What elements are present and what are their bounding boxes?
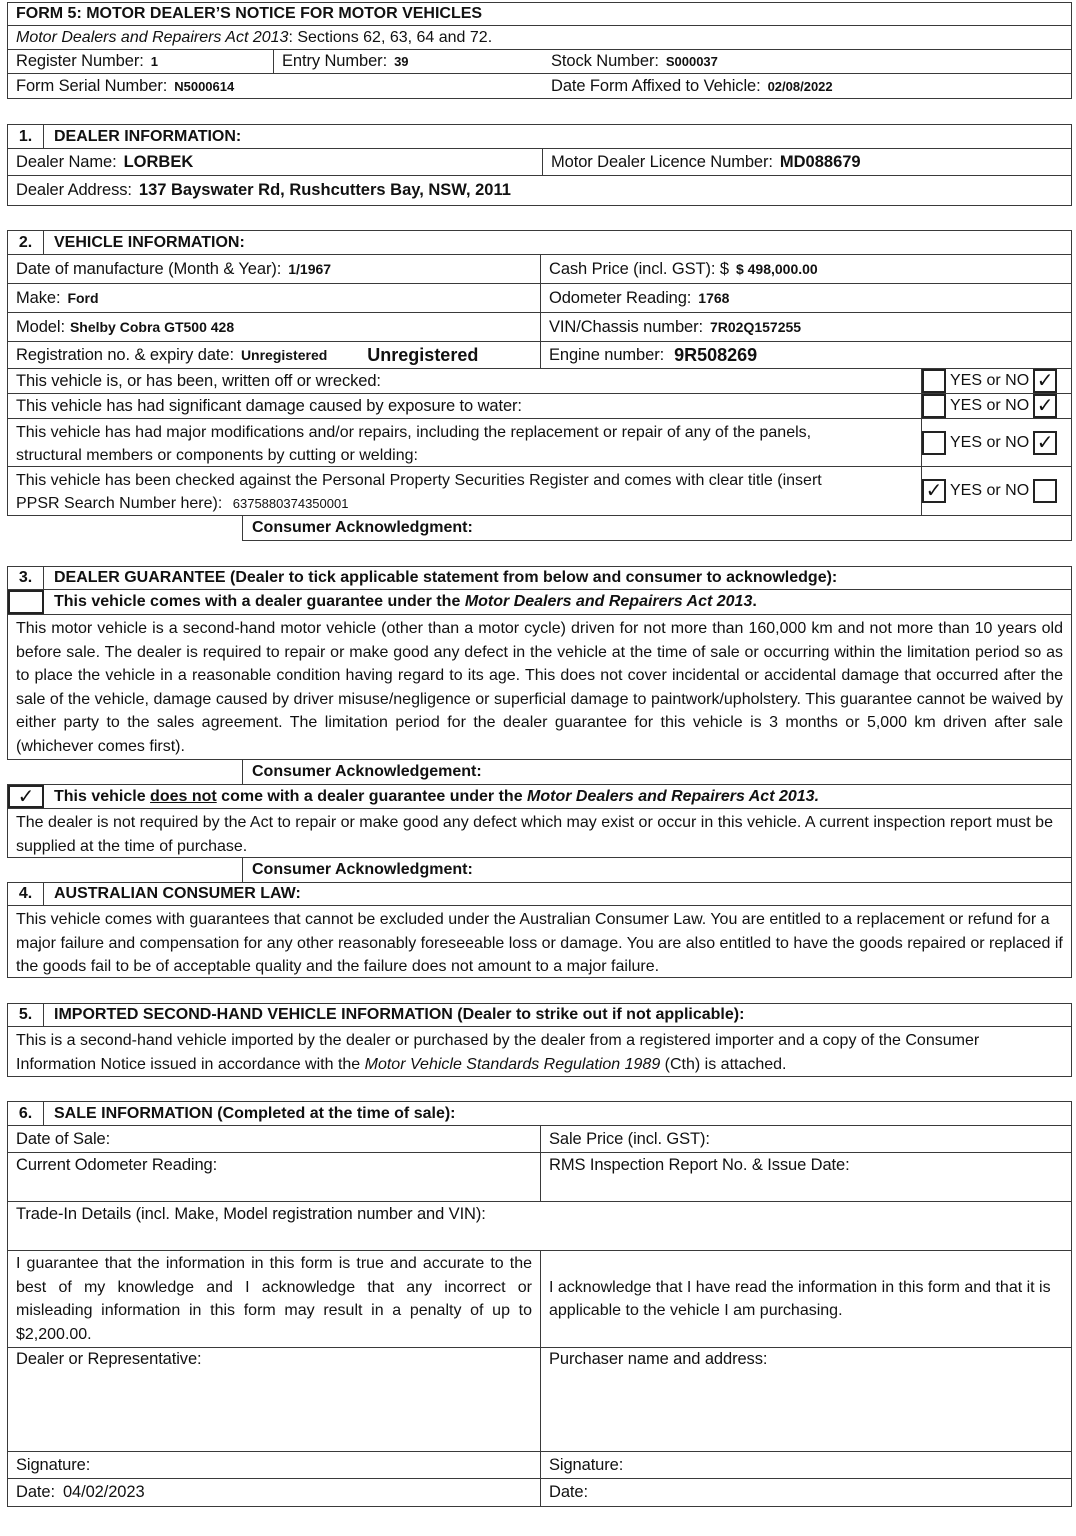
current-odometer-label[interactable]: Current Odometer Reading: [16, 1156, 218, 1174]
make-row [7, 284, 1072, 313]
dealer-date-label: Date: [16, 1483, 55, 1501]
guarantee-option-1-checkbox[interactable] [8, 590, 44, 614]
option-2-act: Motor Dealers and Repairers Act 2013. [527, 787, 820, 805]
purchaser-statement [541, 1251, 1071, 1347]
question-modifications [7, 419, 1072, 467]
signature-row [7, 1452, 1072, 1479]
yes-or-no-label: YES or NO [950, 372, 1030, 389]
entry-number-value[interactable]: 39 [394, 54, 409, 69]
option-1-period: . [752, 593, 757, 610]
imported-vehicle-text [8, 1027, 1071, 1076]
section-3-title: DEALER GUARANTEE (Dealer to tick applicable statement from below and consumer to acknowledge): [54, 569, 838, 586]
register-row [7, 50, 1072, 74]
engine-number-label: Engine number: [549, 345, 665, 364]
registration-row [7, 342, 1072, 369]
option-2-does-not: does not [150, 787, 217, 805]
section-5-title: IMPORTED SECOND-HAND VEHICLE INFORMATION (Dealer to strike out if not applicable): [54, 1006, 745, 1023]
option-2-text-mid: come with a dealer guarantee under the [221, 787, 523, 805]
licence-number-value[interactable]: MD088679 [779, 152, 861, 171]
consumer-ack-label[interactable]: Consumer Acknowledgment: [252, 519, 473, 536]
purchaser-date-label[interactable]: Date: [549, 1483, 588, 1501]
date-affixed-label: Date Form Affixed to Vehicle: [551, 76, 761, 95]
consumer-ack-label[interactable]: Consumer Acknowledgment: [252, 861, 473, 878]
entry-number-label: Entry Number: [282, 52, 388, 70]
cash-price-label: Cash Price (incl. GST): $ [549, 259, 729, 278]
question-water-damage [7, 394, 1072, 419]
register-number-label: Register Number: [16, 52, 144, 70]
engine-number-value[interactable]: 9R508269 [674, 344, 758, 365]
odometer-value[interactable]: 1768 [698, 290, 730, 306]
registration-label: Registration no. & expiry date: [16, 345, 234, 364]
trade-in-row [7, 1202, 1072, 1251]
dealer-representative-label[interactable]: Dealer or Representative: [16, 1350, 202, 1368]
form-title: FORM 5: MOTOR DEALER’S NOTICE FOR MOTOR VEHICLES [16, 5, 483, 22]
yes-checkbox[interactable] [922, 394, 946, 418]
odometer-rms-row [7, 1153, 1072, 1202]
section-6-title: SALE INFORMATION (Completed at the time of sale): [54, 1104, 456, 1122]
guarantee-option-1-text: This motor vehicle is a second-hand motor vehicle (other than a motor cycle) driven for not more than 160,000 km and not more than 10 years old before sale. The dealer is required to repair or make good any defect in the vehicle at the time of sale or occurring within the limitation period so as to place the vehicle in a reasonable condition having regard to its age. This does not cover incidental or accidental damage that occurred after the sale of the vehicle, damage caused by driver misuse/negligence or superficial damage to paintwork/upholstery. This guarantee cannot be waived by either party to the sales agreement. The limitation period for the dealer guarantee for this vehicle is 3 months or 5,000 km driven after sale (whichever comes first). [16, 620, 1063, 755]
yes-no-group [921, 369, 1071, 393]
section-2-header [7, 230, 1072, 255]
act-name: Motor Dealers and Repairers Act 2013 [16, 28, 289, 46]
guarantee-option-2-title [44, 785, 1071, 808]
imported-text-post: (Cth) is attached. [660, 1055, 787, 1073]
question-text-line-2: PPSR Search Number here): [16, 495, 223, 512]
section-3-header [7, 566, 1072, 590]
cash-price-value[interactable]: $ 498,000.00 [735, 261, 818, 277]
date-row [7, 1479, 1072, 1507]
consumer-ack-row [7, 516, 1072, 541]
section-4-header [7, 882, 1072, 906]
question-text: This vehicle has had significant damage caused by exposure to water: [16, 396, 522, 415]
yes-or-no-label: YES or NO [950, 397, 1030, 414]
yes-or-no-label: YES or NO [950, 433, 1030, 451]
option-2-text: This vehicle [54, 787, 146, 805]
act-row [7, 26, 1072, 50]
form-title-row [7, 2, 1072, 26]
section-1-title: DEALER INFORMATION: [54, 127, 242, 145]
statements-row [7, 1251, 1072, 1348]
dealer-name-value[interactable]: LORBEK [123, 152, 194, 171]
section-2-title: VEHICLE INFORMATION: [54, 233, 245, 251]
ppsr-search-number[interactable]: 6375880374350001 [232, 496, 349, 511]
guarantee-option-1 [7, 590, 1072, 615]
option-2-ack-row [7, 858, 1072, 882]
imported-text-pre: This is a second-hand vehicle imported by the dealer or purchased by the dealer from a registered importer and a copy of the Consumer Information Notice issued in accordance with the [16, 1032, 980, 1073]
no-checkbox[interactable]: ✓ [1033, 369, 1057, 393]
vin-value[interactable]: 7R02Q157255 [710, 319, 802, 335]
question-text-line-2: structural members or components by cutting or welding: [16, 447, 418, 464]
dealer-name-label: Dealer Name: [16, 152, 117, 171]
odometer-label: Odometer Reading: [549, 288, 692, 307]
guarantee-option-2-body [7, 809, 1072, 858]
section-5-body [7, 1027, 1072, 1077]
yes-no-group [921, 467, 1071, 515]
section-6-number: 6. [8, 1102, 44, 1125]
section-5-number: 5. [8, 1004, 44, 1026]
guarantee-option-2-checkbox[interactable]: ✓ [8, 785, 44, 808]
register-number-value[interactable]: 1 [150, 54, 158, 69]
act-sections: : Sections 62, 63, 64 and 72. [288, 28, 493, 46]
section-6-header [7, 1101, 1072, 1126]
dealer-address-row [7, 176, 1072, 206]
dealer-statement: I guarantee that the information in this form is true and accurate to the best of my knowledge and I acknowledge that any incorrect or misleading information in this form may result in a penalty of up to $2,200.00. [8, 1251, 541, 1347]
no-checkbox[interactable]: ✓ [1033, 431, 1057, 455]
manufacture-date-value[interactable]: 1/1967 [288, 261, 332, 277]
licence-number-label: Motor Dealer Licence Number: [551, 152, 773, 171]
dealer-signature-label[interactable]: Signature: [16, 1455, 91, 1474]
section-4-number: 4. [8, 883, 44, 905]
representative-row [7, 1348, 1072, 1452]
yes-checkbox[interactable]: ✓ [922, 479, 946, 503]
no-checkbox[interactable]: ✓ [1033, 394, 1057, 418]
stock-number-label: Stock Number: [551, 52, 659, 70]
form-serial-value[interactable]: N5000614 [174, 78, 235, 94]
registration-value[interactable]: Unregistered [240, 347, 328, 363]
yes-or-no-label: YES or NO [950, 482, 1030, 499]
yes-no-group [921, 394, 1071, 418]
date-of-sale-row [7, 1126, 1072, 1153]
question-ppsr [7, 467, 1072, 516]
yes-no-group [921, 419, 1071, 466]
yes-checkbox[interactable] [922, 431, 946, 455]
section-3-number: 3. [8, 567, 44, 589]
registration-expiry-value[interactable]: Unregistered [367, 344, 479, 365]
yes-checkbox[interactable] [922, 369, 946, 393]
dealer-date-value[interactable]: 04/02/2023 [62, 1483, 145, 1501]
sale-price-label[interactable]: Sale Price (incl. GST): [549, 1129, 710, 1148]
regulation-name: Motor Vehicle Standards Regulation 1989 [364, 1055, 661, 1073]
date-of-sale-label[interactable]: Date of Sale: [16, 1129, 111, 1148]
option-1-act: Motor Dealers and Repairers Act 2013 [464, 593, 753, 610]
stock-number-value[interactable]: S000037 [665, 54, 718, 69]
guarantee-option-1-body [7, 615, 1072, 760]
dealer-address-value[interactable]: 137 Bayswater Rd, Rushcutters Bay, NSW, 2011 [138, 181, 511, 199]
section-4-title: AUSTRALIAN CONSUMER LAW: [54, 885, 301, 902]
model-row [7, 313, 1072, 342]
guarantee-option-1-title [44, 590, 1071, 614]
make-label: Make: [16, 288, 61, 307]
serial-row [7, 74, 1072, 99]
option-1-ack-row [7, 760, 1072, 784]
manufacture-date-label: Date of manufacture (Month & Year): [16, 259, 282, 278]
purchaser-statement-text: I acknowledge that I have read the information in this form and that it is applicable to the vehicle I am purchasing. [549, 1278, 1051, 1319]
no-checkbox[interactable] [1033, 479, 1057, 503]
section-1-number: 1. [8, 125, 44, 148]
consumer-law-text: This vehicle comes with guarantees that cannot be excluded under the Australian Consumer Law. You are entitled to a replacement or refund for a major failure and compensation for any other reasonably foreseeable loss or damage. You are also entitled to have the goods repaired or replaced if the goods fail to be of acceptable quality and the failure does not amount to a major failure. [16, 911, 1063, 975]
make-value[interactable]: Ford [67, 290, 99, 306]
trade-in-label[interactable]: Trade-In Details (incl. Make, Model registration number and VIN): [16, 1205, 486, 1223]
consumer-ack-label[interactable]: Consumer Acknowledgement: [252, 763, 482, 780]
model-label: Model: [16, 317, 65, 336]
purchaser-name-address-label[interactable]: Purchaser name and address: [549, 1350, 768, 1368]
question-text-line-1: This vehicle has had major modifications and/or repairs, including the replacement or repair of any of the panels, [16, 424, 812, 441]
section-5-header [7, 1003, 1072, 1027]
section-4-body [7, 906, 1072, 978]
section-1-header [7, 124, 1072, 149]
dealer-address-label: Dealer Address: [16, 181, 132, 199]
guarantee-option-2-text: The dealer is not required by the Act to repair or make good any defect which may exist or occur in this vehicle. A current inspection report must be supplied at the time of purchase. [16, 814, 1053, 855]
date-affixed-value[interactable]: 02/08/2022 [767, 78, 833, 94]
question-written-off [7, 369, 1072, 394]
vin-label: VIN/Chassis number: [549, 317, 703, 336]
form-serial-label: Form Serial Number: [16, 76, 168, 95]
section-2-number: 2. [8, 231, 44, 254]
manufacture-row [7, 255, 1072, 284]
purchaser-signature-label[interactable]: Signature: [549, 1455, 624, 1474]
option-1-text: This vehicle comes with a dealer guarantee under the [54, 593, 461, 610]
rms-inspection-label[interactable]: RMS Inspection Report No. & Issue Date: [549, 1156, 850, 1174]
model-value[interactable]: Shelby Cobra GT500 428 [69, 319, 235, 335]
guarantee-option-2 [7, 784, 1072, 809]
question-text-line-1: This vehicle has been checked against the Personal Property Securities Register and comes with clear title (insert [16, 472, 822, 489]
question-text: This vehicle is, or has been, written off or wrecked: [16, 371, 381, 390]
dealer-name-row [7, 149, 1072, 176]
